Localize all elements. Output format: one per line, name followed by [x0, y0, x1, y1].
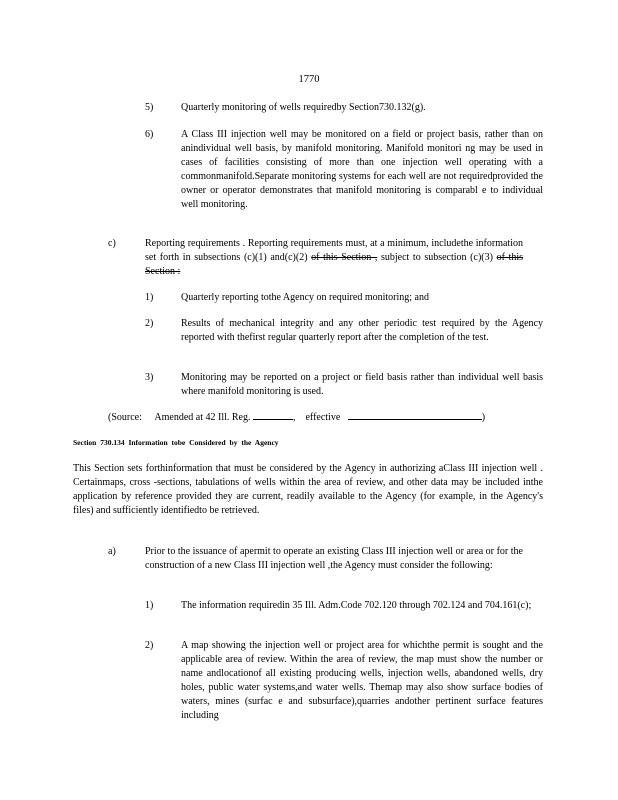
struck-text: of this Section , [311, 252, 378, 263]
source-amended: Amended at 42 Ill. Reg. [154, 412, 251, 423]
item-marker: 2) [145, 640, 154, 651]
section-heading: Section 730.134 Information tobe Considered by the Agency [73, 438, 279, 447]
item-marker: 3) [145, 372, 154, 383]
item-marker: c) [108, 238, 116, 249]
blank-line [253, 409, 293, 420]
list-item-text: Results of mechanical integrity and any other periodic test required by the Agency reported with thefirst regular quarterly report after the completion of the test. [181, 318, 543, 343]
item-marker: 2) [145, 318, 154, 329]
item-marker: 6) [145, 129, 154, 140]
list-item-text [145, 237, 523, 279]
item-marker: 5) [145, 102, 154, 113]
paragraph-text: This Section sets forthinformation that must be considered by the Agency in authorizing aClass III injection well . Certainmaps, cross -sections, tabulations of wells within the area of review, and other data may be included inthe application by reference provided they are current, readily available to the Agency (for example, in the Agency's files) and sufficiently identifiedto be retrieved. [73, 463, 543, 516]
list-item-text: A Class III injection well may be monitored on a field or project basis, rather than on anindividual well basis, by manifold monitoring. Manifold monitori ng may be used in cases of facilities consisting of more than one injection well operating with a commonmanifold.Separate monitoring systems for each well are not requiredprovided the owner or operator demonstrates that manifold monitoring is comparabl e to individual well monitoring. [181, 129, 543, 210]
list-item-text: Monitoring may be reported on a project or field basis rather than individual well basis where manifold monitoring is used. [181, 372, 543, 397]
list-item-text: Prior to the issuance of apermit to operate an existing Class III injection well or area or for the construction of a new Class III injection well ,the Agency must consider the following: [145, 546, 523, 571]
item-marker: 1) [145, 600, 154, 611]
source-note [108, 409, 485, 425]
page-number: 1770 [298, 74, 320, 85]
list-item-text: A map showing the injection well or project area for whichthe permit is sought and the applicable area of review. Within the area of review, the map must show the number or name andlocationof all existing producing wells, injection wells, abandoned wells, dry holes, public water systems,and water wells. Themap may also show surface bodies of waters, mines (surfac e and subsurface),quarries andother pertinent surface features including [181, 640, 543, 721]
source-open: (Source: [108, 412, 142, 423]
source-close: ) [481, 412, 486, 423]
paragraph-text: Reporting requirements . Reporting requirements must, at a minimum, includethe information set forth in subsections (c)(1) and(c)(2) [145, 238, 523, 263]
item-marker: 1) [145, 292, 154, 303]
item-marker: a) [108, 546, 116, 557]
paragraph-text: subject to subsection (c)(3) [377, 252, 497, 263]
blank-line [348, 409, 482, 420]
list-item-text: Quarterly monitoring of wells requiredby Section730.132(g). [181, 102, 426, 113]
struck-text: of this Section : [145, 252, 523, 277]
source-effective: effective [305, 412, 341, 423]
source-comma: , [292, 412, 296, 423]
list-item-text: Quarterly reporting tothe Agency on required monitoring; and [181, 292, 429, 303]
list-item-text: The information requiredin 35 Ill. Adm.Code 702.120 through 702.124 and 704.161(c); [181, 600, 532, 611]
